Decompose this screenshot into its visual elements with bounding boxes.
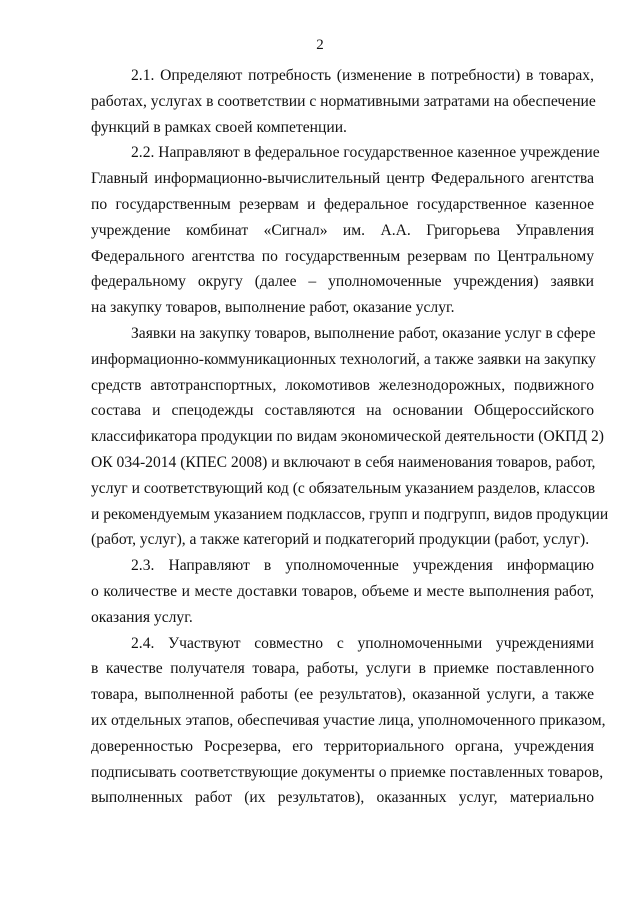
text-line: услуг и соответствующий код (с обязательным указанием разделов, классов (91, 479, 596, 497)
text-line: федеральному округу (далее – уполномоченные учреждения) заявки (91, 273, 594, 291)
text-line: состава и спецодежды составляются на основании Общероссийского (91, 402, 594, 420)
text-line: в качестве получателя товара, работы, услуги в приемке поставленного (91, 660, 594, 678)
text-line: подписывать соответствующие документы о приемке поставленных товаров, (91, 763, 604, 781)
text-line: выполненных работ (их результатов), оказанных услуг, материально (91, 789, 594, 807)
text-line: информационно-коммуникационных технологий, а также заявки на закупку (91, 350, 596, 368)
text-line: о количестве и месте доставки товаров, объеме и месте выполнения работ, (91, 582, 594, 600)
paragraph-2-1 (91, 63, 594, 140)
text-line: Федерального агентства по государственным резервам по Центральному (91, 247, 594, 265)
text-line: ОК 034-2014 (КПЕС 2008) и включают в себя наименования товаров, работ, (91, 453, 596, 471)
paragraph-applications (91, 321, 609, 553)
text-line: 2.1. Определяют потребность (изменение в потребности) в товарах, (131, 67, 594, 84)
paragraph-2-3 (91, 553, 594, 630)
paragraph-2-4 (91, 631, 606, 812)
text-line: средств автотранспортных, локомотивов железнодорожных, подвижного (91, 376, 594, 394)
document-body (91, 63, 609, 811)
text-line: по государственным резервам и федеральное государственное казенное (91, 195, 594, 213)
text-line: 2.3. Направляют в уполномоченные учреждения информацию (131, 557, 594, 575)
text-line: их отдельных этапов, обеспечивая участие лица, уполномоченного приказом, (91, 711, 606, 729)
text-line: 2.2. Направляют в федеральное государственное казенное учреждение (131, 144, 600, 162)
text-line: оказания услуг. (91, 608, 193, 626)
text-line: классификатора продукции по видам экономической деятельности (ОКПД 2) (91, 428, 604, 446)
text-line: доверенностью Росрезерва, его территориального органа, учреждения (91, 737, 594, 755)
text-line: и рекомендуемым указанием подклассов, групп и подгрупп, видов продукции (91, 505, 609, 523)
text-line: на закупку товаров, выполнение работ, оказание услуг. (91, 299, 455, 317)
text-line: 2.4. Участвуют совместно с уполномоченными учреждениями (131, 634, 594, 652)
page-number: 2 (316, 37, 324, 53)
text-line: Заявки на закупку товаров, выполнение работ, оказание услуг в сфере (131, 324, 596, 342)
text-line: товара, выполненной работы (ее результатов), оказанной услуги, а также (91, 686, 594, 704)
text-line: (работ, услуг), а также категорий и подкатегорий продукции (работ, услуг). (91, 531, 590, 549)
text-line: работах, услугах в соответствии с нормативными затратами на обеспечение (91, 92, 596, 110)
text-line: Главный информационно-вычислительный центр Федерального агентства (91, 170, 594, 188)
text-line: функций в рамках своей компетенции. (91, 118, 347, 136)
paragraph-2-2 (91, 140, 600, 321)
text-line: учреждение комбинат «Сигнал» им. А.А. Григорьева Управления (91, 221, 594, 239)
